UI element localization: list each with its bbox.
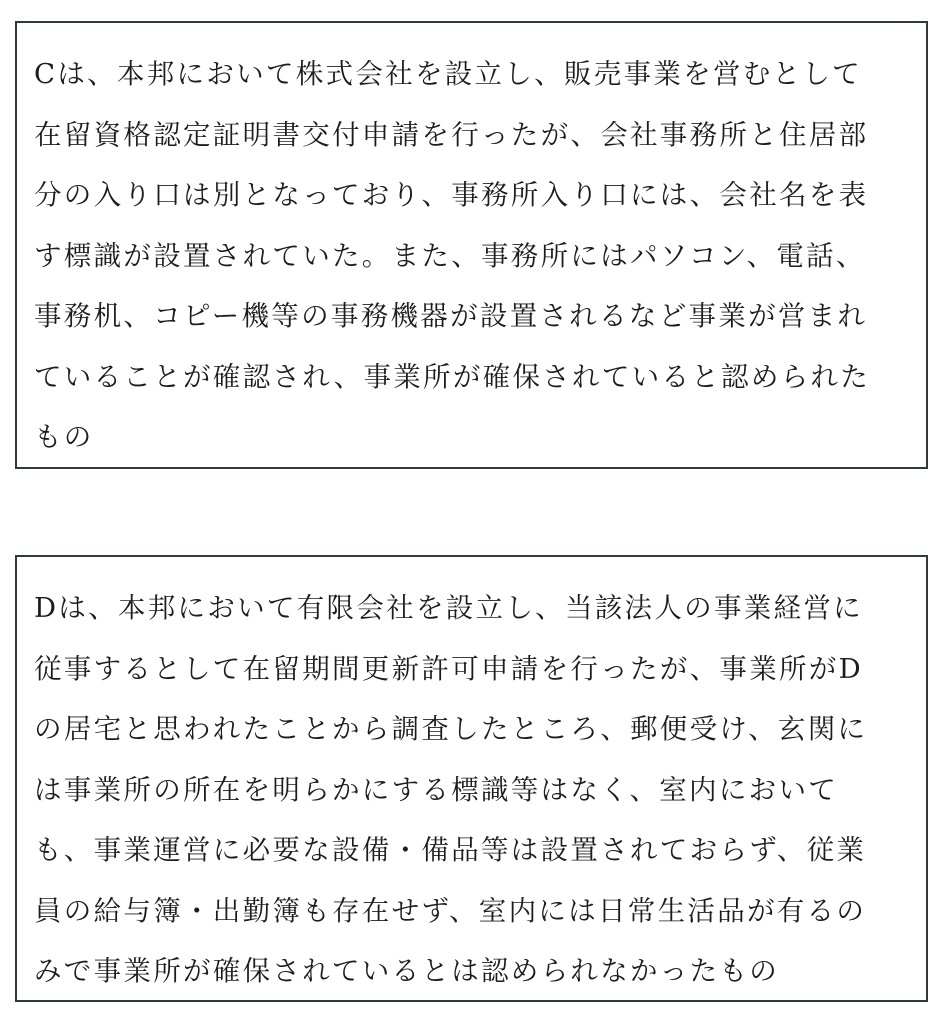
case-c-line-1: Cは、本邦において株式会社を設立し、販売事業を営むとして [34, 58, 862, 90]
case-c-line-5: 事務机、コピー機等の事務機器が設置されるなど事業が営まれ [34, 300, 868, 332]
case-d-line-1: Dは、本邦において有限会社を設立し、当該法人の事業経営に [34, 592, 863, 624]
case-d-line-6: 員の給与簿・出勤簿も存在せず、室内には日常生活品が有るの [34, 894, 867, 927]
case-d-line-5: も、事業運営に必要な設備・備品等は設置されておらず、従業 [34, 834, 867, 866]
case-d-line-7: みで事業所が確保されているとは認められなかったもの [34, 955, 779, 987]
case-c-line-3: 分の入り口は別となっており、事務所入り口には、会社名を表 [34, 179, 869, 211]
case-c-line-6: ていることが確認され、事業所が確保されていると認められた [34, 360, 871, 393]
case-c-line-7: もの [34, 421, 94, 453]
case-d-line-4: は事業所の所在を明らかにする標識等はなく、室内において [34, 773, 839, 806]
case-d-line-3: の居宅と思われたことから調査したところ、郵便受け、玄関に [34, 713, 868, 745]
case-c-text [34, 44, 914, 468]
case-d-line-2: 従事するとして在留期間更新許可申請を行ったが、事業所がD [34, 652, 863, 685]
case-c-line-2: 在留資格認定証明書交付申請を行ったが、会社事務所と住居部 [34, 118, 869, 151]
case-d-box [15, 555, 928, 1002]
case-c-line-4: す標識が設置されていた。また、事務所にはパソコン、電話、 [34, 239, 866, 272]
case-d-text [34, 578, 914, 1002]
case-c-box [15, 21, 928, 469]
